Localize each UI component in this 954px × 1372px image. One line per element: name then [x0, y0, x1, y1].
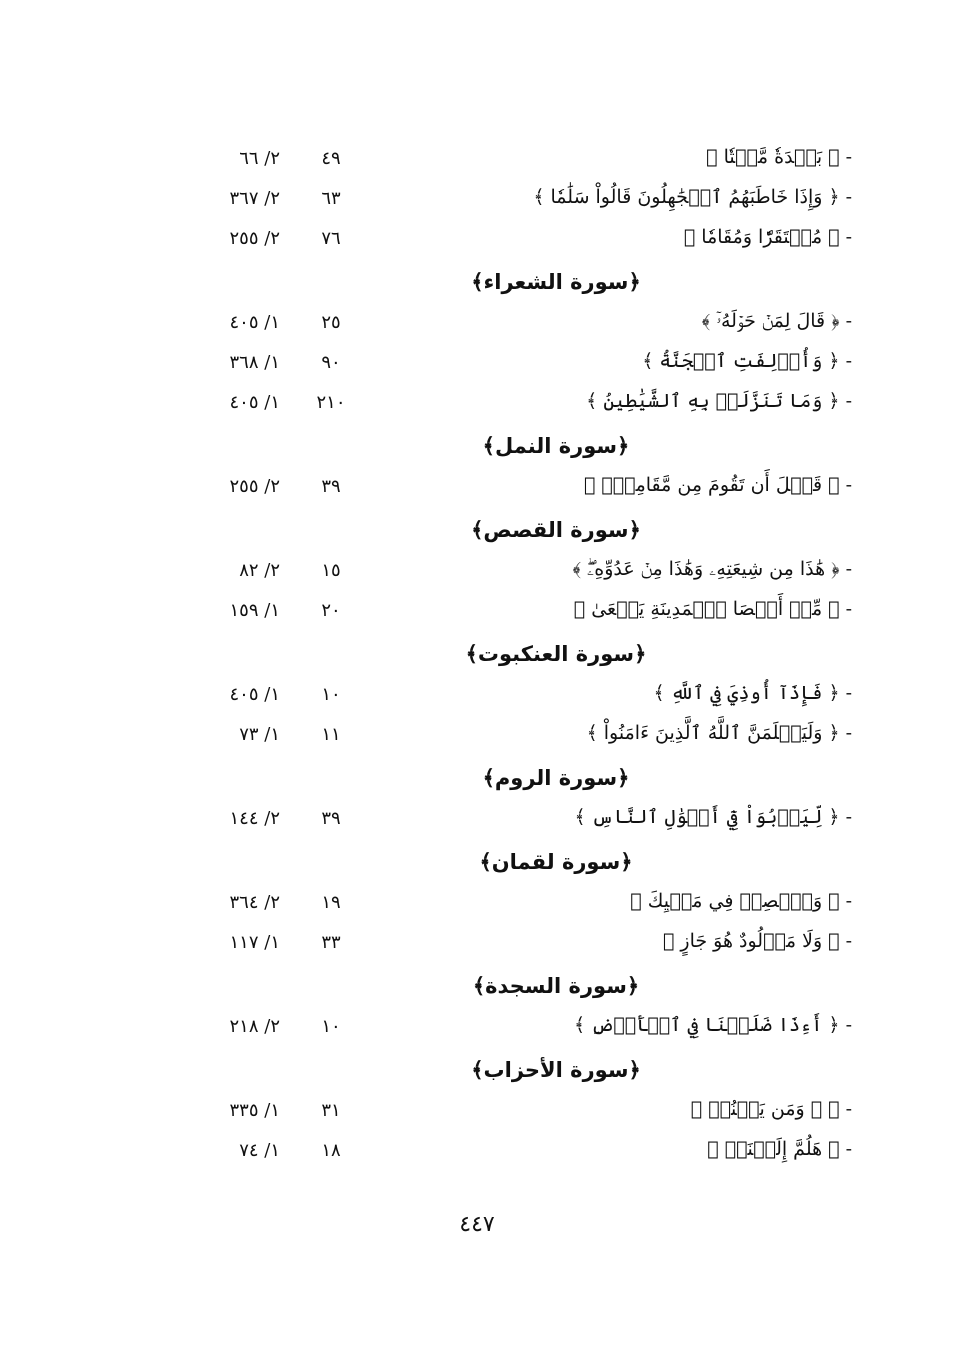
volume-page-ref: ١/ ٣٦٨ — [229, 352, 280, 373]
volume-page-ref: ١/ ١١٧ — [229, 932, 280, 953]
volume-page-ref: ٢/ ٣٦٤ — [229, 892, 280, 913]
verse-text: -﴿ فَإِذَآ أُوذِيَ فِي ٱللَّهِ ﴾ — [653, 682, 852, 704]
ayah-number: ٦٣ — [321, 188, 341, 209]
ayah-number: ٤٩ — [321, 148, 341, 169]
verse-text: -﴿ وَلَيَعۡلَمَنَّ ٱللَّهُ ٱلَّذِينَ ءَامَنُواْ ﴾ — [586, 722, 852, 744]
index-row — [200, 716, 852, 756]
surah-heading: ﴿سورة الأحزاب﴾ — [471, 1058, 641, 1082]
verse-index — [200, 140, 852, 1172]
volume-page-ref: ٢/ ٦٦ — [239, 148, 280, 169]
volume-page-ref: ٢/ ٢٥٥ — [229, 476, 280, 497]
verse-text: -﴿ وَإِذَا خَاطَبَهُمُ ٱلۡجَٰهِلُونَ قَالُواْ سَلَٰمٗا ﴾ — [533, 186, 852, 208]
surah-heading: ﴿سورة لقمان﴾ — [479, 850, 633, 874]
verse-text: -﴿ هَلُمَّ إِلَيۡنَاۖ ﴾ — [707, 1138, 852, 1160]
index-row — [200, 344, 852, 384]
ayah-number: ٣٩ — [321, 476, 341, 497]
index-row — [200, 180, 852, 220]
volume-page-ref: ٢/ ٢١٨ — [229, 1016, 280, 1037]
volume-page-ref: ١/ ٤٠٥ — [229, 684, 280, 705]
index-row — [200, 1132, 852, 1172]
volume-page-ref: ٢/ ٢٥٥ — [229, 228, 280, 249]
verse-text: -﴿ مُسۡتَقَرّٗا وَمُقَامٗا ﴾ — [683, 226, 852, 248]
verse-text: -﴿ بَلۡدَةٗ مَّيۡتٗا ﴾ — [706, 146, 852, 168]
verse-text: -﴿ وَٱقۡصِدۡ فِي مَشۡيِكَ ﴾ — [630, 890, 852, 912]
ayah-number: ٣٩ — [321, 808, 341, 829]
index-row — [200, 140, 852, 180]
ayah-number: ١٨ — [321, 1140, 341, 1161]
index-row — [200, 468, 852, 508]
surah-heading: ﴿سورة القصص﴾ — [471, 518, 641, 542]
index-row — [200, 1008, 852, 1048]
verse-text: -﴿ قَالَ لِمَنۡ حَوۡلَهُۥٓ ﴾ — [701, 310, 852, 332]
verse-text: -﴿ وَمَا تَنَزَّلَتۡ بِهِ ٱلشَّيَٰطِينُ ﴾ — [586, 390, 852, 412]
volume-page-ref: ١/ ٧٣ — [239, 724, 280, 745]
ayah-number: ١٥ — [321, 560, 341, 581]
verse-text: -﴿ مِّنۡ أَقۡصَا ٱلۡمَدِينَةِ يَسۡعَىٰ ﴾ — [573, 598, 852, 620]
volume-page-ref: ١/ ٣٣٥ — [229, 1100, 280, 1121]
ayah-number: ٩٠ — [321, 352, 341, 373]
index-row — [200, 1092, 852, 1132]
ayah-number: ٧٦ — [321, 228, 341, 249]
ayah-number: ٣٣ — [321, 932, 341, 953]
index-row — [200, 676, 852, 716]
verse-text: -﴿ لِّيَرۡبُوَاْ فِيٓ أَمۡوَٰلِ ٱلنَّاسِ ﴾ — [574, 806, 852, 828]
page-number: ٤٤٧ — [459, 1212, 495, 1237]
index-row — [200, 924, 852, 964]
index-row — [200, 800, 852, 840]
ayah-number: ٣١ — [321, 1100, 341, 1121]
volume-page-ref: ١/ ١٥٩ — [229, 600, 280, 621]
ayah-number: ١١ — [321, 724, 341, 745]
volume-page-ref: ٢/ ٣٦٧ — [229, 188, 280, 209]
ayah-number: ١٠ — [321, 684, 341, 705]
volume-page-ref: ٢/ ١٤٤ — [229, 808, 280, 829]
surah-heading: ﴿سورة الشعراء﴾ — [471, 270, 641, 294]
index-row — [200, 884, 852, 924]
surah-heading: ﴿سورة السجدة﴾ — [472, 974, 640, 998]
surah-heading: ﴿سورة الروم﴾ — [482, 766, 630, 790]
index-row — [200, 384, 852, 424]
ayah-number: ٢٠ — [321, 600, 341, 621]
verse-text: -﴿ هَٰذَا مِن شِيعَتِهِۦ وَهَٰذَا مِنۡ عَدُوِّهِۦۖ ﴾ — [572, 558, 852, 580]
surah-heading: ﴿سورة النمل﴾ — [482, 434, 630, 458]
volume-page-ref: ٢/ ٨٢ — [239, 560, 280, 581]
verse-text: -﴿ قَبۡلَ أَن تَقُومَ مِن مَّقَامِكَۖ ﴾ — [583, 474, 852, 496]
index-row — [200, 552, 852, 592]
ayah-number: ١٩ — [321, 892, 341, 913]
volume-page-ref: ١/ ٤٠٥ — [229, 312, 280, 333]
index-row — [200, 304, 852, 344]
verse-text: -﴿ أَءِذَا ضَلَلۡنَا فِي ٱلۡأَرۡضِ ﴾ — [573, 1014, 852, 1036]
verse-text: -﴿ وَلَا مَوۡلُودٌ هُوَ جَازٍ ﴾ — [662, 930, 852, 952]
volume-page-ref: ١/ ٧٤ — [239, 1140, 280, 1161]
volume-page-ref: ١/ ٤٠٥ — [229, 392, 280, 413]
ayah-number: ١٠ — [321, 1016, 341, 1037]
index-row — [200, 592, 852, 632]
ayah-number: ٢٥ — [321, 312, 341, 333]
verse-text: -﴿ ۞ وَمَن يَقۡنُتۡ ﴾ — [690, 1098, 852, 1120]
verse-text: -﴿ وَأُزۡلِفَتِ ٱلۡجَنَّةُ ﴾ — [642, 350, 852, 372]
ayah-number: ٢١٠ — [316, 392, 346, 413]
index-row — [200, 220, 852, 260]
surah-heading: ﴿سورة العنكبوت﴾ — [465, 642, 647, 666]
